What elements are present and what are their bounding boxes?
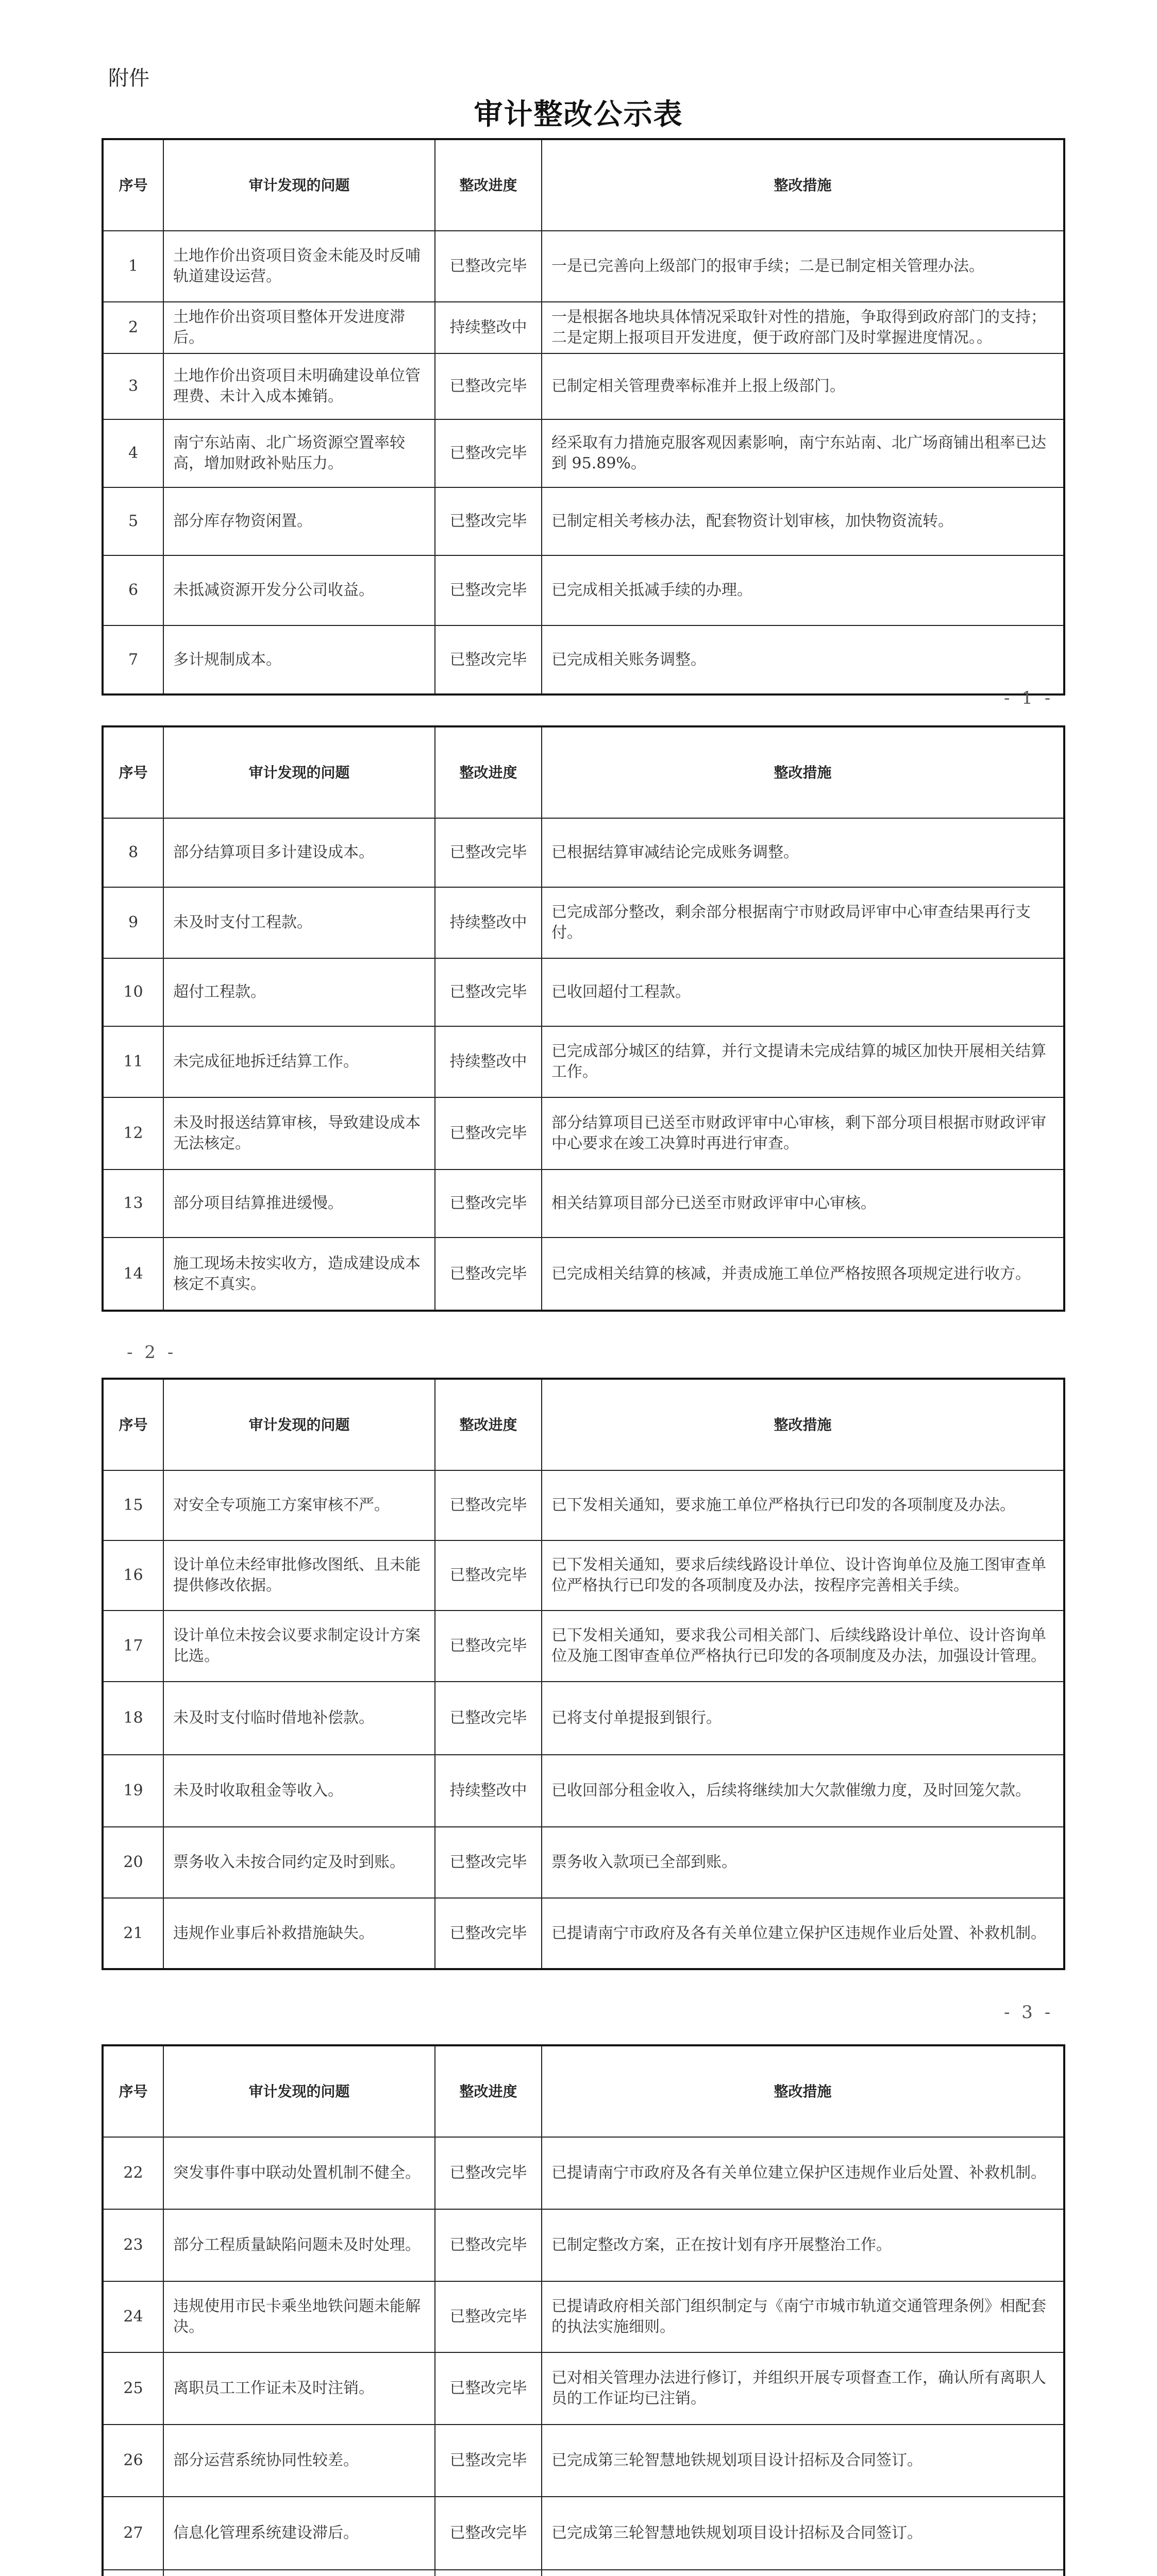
row-issue: 设计单位未经审批修改图纸、且未能提供修改依据。 xyxy=(163,1540,435,1611)
row-issue xyxy=(163,2570,435,2576)
row-measures: 已收回超付工程款。 xyxy=(542,958,1064,1026)
header-progress: 整改进度 xyxy=(435,2045,542,2137)
row-progress: 已整改完毕 xyxy=(435,1611,542,1682)
table-row xyxy=(103,2281,1064,2352)
row-progress: 已整改完毕 xyxy=(435,2425,542,2497)
row-measures: 已完成相关账务调整。 xyxy=(542,625,1064,694)
row-number: 6 xyxy=(103,555,163,625)
row-issue: 超付工程款。 xyxy=(163,958,435,1026)
audit-table-page-1 xyxy=(102,138,1065,696)
row-measures: 部分结算项目已送至市财政评审中心审核，剩下部分项目根据市财政评审中心要求在竣工决算时再进行审查。 xyxy=(542,1097,1064,1170)
header-measures: 整改措施 xyxy=(542,726,1064,818)
row-number: 12 xyxy=(103,1097,163,1170)
table-header-row xyxy=(103,2045,1064,2137)
row-issue: 部分工程质量缺陷问题未及时处理。 xyxy=(163,2209,435,2281)
row-issue: 对安全专项施工方案审核不严。 xyxy=(163,1470,435,1540)
row-number: 24 xyxy=(103,2281,163,2352)
row-measures: 已完成相关抵减手续的办理。 xyxy=(542,555,1064,625)
row-measures: 一是已完善向上级部门的报审手续；二是已制定相关管理办法。 xyxy=(542,231,1064,302)
row-progress: 已整改完毕 xyxy=(435,2497,542,2570)
table-row xyxy=(103,887,1064,958)
header-progress: 整改进度 xyxy=(435,726,542,818)
table-row xyxy=(103,302,1064,353)
row-measures: 已收回部分租金收入，后续将继续加大欠款催缴力度，及时回笼欠款。 xyxy=(542,1755,1064,1827)
row-issue: 多计规制成本。 xyxy=(163,625,435,694)
row-issue: 设计单位未按会议要求制定设计方案比选。 xyxy=(163,1611,435,1682)
table-header-row xyxy=(103,726,1064,818)
header-no: 序号 xyxy=(103,139,163,231)
table-row xyxy=(103,958,1064,1026)
row-measures: 已将支付单提报到银行。 xyxy=(542,1682,1064,1755)
table-row xyxy=(103,1097,1064,1170)
row-measures: 已提请政府相关部门组织制定与《南宁市城市轨道交通管理条例》相配套的执法实施细则。 xyxy=(542,2281,1064,2352)
row-number: 21 xyxy=(103,1898,163,1969)
table-row xyxy=(103,231,1064,302)
row-number: 3 xyxy=(103,353,163,419)
header-no: 序号 xyxy=(103,1379,163,1470)
row-issue: 未及时支付临时借地补偿款。 xyxy=(163,1682,435,1755)
table-row xyxy=(103,2497,1064,2570)
row-measures: 已制定整改方案，正在按计划有序开展整治工作。 xyxy=(542,2209,1064,2281)
header-issue: 审计发现的问题 xyxy=(163,726,435,818)
row-number: 14 xyxy=(103,1238,163,1311)
audit-table-page-2 xyxy=(102,725,1065,1312)
row-measures: 票务收入款项已全部到账。 xyxy=(542,1827,1064,1898)
row-measures: 已对相关管理办法进行修订，并组织开展专项督查工作，确认所有离职人员的工作证均已注销。 xyxy=(542,2352,1064,2425)
header-issue: 审计发现的问题 xyxy=(163,2045,435,2137)
table-row xyxy=(103,2570,1064,2576)
row-progress: 已整改完毕 xyxy=(435,1238,542,1311)
row-measures: 已完成相关结算的核减，并责成施工单位严格按照各项规定进行收方。 xyxy=(542,1238,1064,1311)
row-progress: 已整改完毕 xyxy=(435,419,542,487)
row-issue: 部分库存物资闲置。 xyxy=(163,487,435,555)
row-progress: 已整改完毕 xyxy=(435,1470,542,1540)
document-title: 审计整改公示表 xyxy=(474,98,683,131)
row-progress: 已整改完毕 xyxy=(435,1540,542,1611)
header-no: 序号 xyxy=(103,726,163,818)
header-measures: 整改措施 xyxy=(542,2045,1064,2137)
row-number: 11 xyxy=(103,1026,163,1097)
header-issue: 审计发现的问题 xyxy=(163,1379,435,1470)
row-number: 25 xyxy=(103,2352,163,2425)
row-progress: 已整改完毕 xyxy=(435,1898,542,1969)
row-progress: 已整改完毕 xyxy=(435,231,542,302)
row-number: 1 xyxy=(103,231,163,302)
row-number: 18 xyxy=(103,1682,163,1755)
row-progress: 已整改完毕 xyxy=(435,2281,542,2352)
row-issue: 未及时收取租金等收入。 xyxy=(163,1755,435,1827)
row-issue: 土地作价出资项目资金未能及时反哺轨道建设运营。 xyxy=(163,231,435,302)
row-measures: 已制定相关管理费率标准并上报上级部门。 xyxy=(542,353,1064,419)
row-number: 4 xyxy=(103,419,163,487)
row-issue: 土地作价出资项目整体开发进度滞后。 xyxy=(163,302,435,353)
header-progress: 整改进度 xyxy=(435,1379,542,1470)
row-number: 9 xyxy=(103,887,163,958)
table-row xyxy=(103,1470,1064,1540)
row-issue: 未抵减资源开发分公司收益。 xyxy=(163,555,435,625)
row-issue: 未及时报送结算审核，导致建设成本无法核定。 xyxy=(163,1097,435,1170)
table-row xyxy=(103,2137,1064,2209)
row-issue: 违规使用市民卡乘坐地铁问题未能解决。 xyxy=(163,2281,435,2352)
table-row xyxy=(103,1755,1064,1827)
row-issue: 部分项目结算推进缓慢。 xyxy=(163,1170,435,1238)
row-issue: 南宁东站南、北广场资源空置率较高，增加财政补贴压力。 xyxy=(163,419,435,487)
row-number: 27 xyxy=(103,2497,163,2570)
row-measures: 经采取有力措施克服客观因素影响，南宁东站南、北广场商铺出租率已达到 95.89%。 xyxy=(542,419,1064,487)
row-measures xyxy=(542,2570,1064,2576)
row-progress: 已整改完毕 xyxy=(435,1170,542,1238)
row-measures: 已完成第三轮智慧地铁规划项目设计招标及合同签订。 xyxy=(542,2497,1064,2570)
row-measures: 相关结算项目部分已送至市财政评审中心审核。 xyxy=(542,1170,1064,1238)
table-row xyxy=(103,2425,1064,2497)
row-number: 26 xyxy=(103,2425,163,2497)
row-number: 13 xyxy=(103,1170,163,1238)
row-measures: 已完成部分城区的结算，并行文提请未完成结算的城区加快开展相关结算工作。 xyxy=(542,1026,1064,1097)
row-number: 23 xyxy=(103,2209,163,2281)
row-number: 17 xyxy=(103,1611,163,1682)
row-progress: 已整改完毕 xyxy=(435,958,542,1026)
row-measures: 已制定相关考核办法，配套物资计划审核，加快物资流转。 xyxy=(542,487,1064,555)
table-row xyxy=(103,1682,1064,1755)
row-progress: 已整改完毕 xyxy=(435,818,542,887)
row-progress: 已整改完毕 xyxy=(435,2137,542,2209)
row-progress: 持续整改中 xyxy=(435,1755,542,1827)
row-measures: 已提请南宁市政府及各有关单位建立保护区违规作业后处置、补救机制。 xyxy=(542,1898,1064,1969)
row-number: 2 xyxy=(103,302,163,353)
row-measures: 已根据结算审减结论完成账务调整。 xyxy=(542,818,1064,887)
table-header-row xyxy=(103,139,1064,231)
table-row xyxy=(103,555,1064,625)
header-measures: 整改措施 xyxy=(542,1379,1064,1470)
row-progress: 已整改完毕 xyxy=(435,625,542,694)
row-progress xyxy=(435,2570,542,2576)
row-progress: 已整改完毕 xyxy=(435,2352,542,2425)
row-progress: 已整改完毕 xyxy=(435,487,542,555)
page-number: - 3 - xyxy=(1004,2002,1054,2023)
row-issue: 未完成征地拆迁结算工作。 xyxy=(163,1026,435,1097)
row-issue: 未及时支付工程款。 xyxy=(163,887,435,958)
row-measures: 已下发相关通知，要求施工单位严格执行已印发的各项制度及办法。 xyxy=(542,1470,1064,1540)
table-row xyxy=(103,1540,1064,1611)
table-row xyxy=(103,1898,1064,1969)
audit-table-page-4 xyxy=(102,2044,1065,2576)
table-row xyxy=(103,818,1064,887)
row-progress: 已整改完毕 xyxy=(435,353,542,419)
table-row xyxy=(103,1026,1064,1097)
row-progress: 持续整改中 xyxy=(435,302,542,353)
row-issue: 部分运营系统协同性较差。 xyxy=(163,2425,435,2497)
row-issue: 票务收入未按合同约定及时到账。 xyxy=(163,1827,435,1898)
row-number: 20 xyxy=(103,1827,163,1898)
row-number: 16 xyxy=(103,1540,163,1611)
header-no: 序号 xyxy=(103,2045,163,2137)
table-row xyxy=(103,1611,1064,1682)
row-issue: 离职员工工作证未及时注销。 xyxy=(163,2352,435,2425)
page-number: - 1 - xyxy=(1004,688,1054,708)
table-row xyxy=(103,1827,1064,1898)
header-issue: 审计发现的问题 xyxy=(163,139,435,231)
row-progress: 已整改完毕 xyxy=(435,1682,542,1755)
row-number xyxy=(103,2570,163,2576)
row-number: 10 xyxy=(103,958,163,1026)
attachment-label: 附件 xyxy=(108,66,149,90)
row-number: 22 xyxy=(103,2137,163,2209)
page-number: - 2 - xyxy=(127,1342,177,1363)
header-progress: 整改进度 xyxy=(435,139,542,231)
table-row xyxy=(103,625,1064,694)
row-issue: 部分结算项目多计建设成本。 xyxy=(163,818,435,887)
table-row xyxy=(103,353,1064,419)
row-measures: 已完成第三轮智慧地铁规划项目设计招标及合同签订。 xyxy=(542,2425,1064,2497)
row-measures: 已下发相关通知，要求后续线路设计单位、设计咨询单位及施工图审查单位严格执行已印发的各项制度及办法，按程序完善相关手续。 xyxy=(542,1540,1064,1611)
row-progress: 已整改完毕 xyxy=(435,1827,542,1898)
header-measures: 整改措施 xyxy=(542,139,1064,231)
row-progress: 已整改完毕 xyxy=(435,1097,542,1170)
table-row xyxy=(103,1170,1064,1238)
table-row xyxy=(103,487,1064,555)
table-header-row xyxy=(103,1379,1064,1470)
row-number: 15 xyxy=(103,1470,163,1540)
row-measures: 已提请南宁市政府及各有关单位建立保护区违规作业后处置、补救机制。 xyxy=(542,2137,1064,2209)
row-progress: 已整改完毕 xyxy=(435,555,542,625)
row-issue: 信息化管理系统建设滞后。 xyxy=(163,2497,435,2570)
row-number: 8 xyxy=(103,818,163,887)
row-measures: 已完成部分整改，剩余部分根据南宁市财政局评审中心审查结果再行支付。 xyxy=(542,887,1064,958)
row-number: 5 xyxy=(103,487,163,555)
table-row xyxy=(103,1238,1064,1311)
row-measures: 已下发相关通知，要求我公司相关部门、后续线路设计单位、设计咨询单位及施工图审查单位严格执行已印发的各项制度及办法，加强设计管理。 xyxy=(542,1611,1064,1682)
row-issue: 违规作业事后补救措施缺失。 xyxy=(163,1898,435,1969)
row-issue: 土地作价出资项目未明确建设单位管理费、未计入成本摊销。 xyxy=(163,353,435,419)
audit-table-page-3 xyxy=(102,1378,1065,1970)
row-issue: 突发事件事中联动处置机制不健全。 xyxy=(163,2137,435,2209)
table-row xyxy=(103,2352,1064,2425)
table-row xyxy=(103,2209,1064,2281)
row-measures: 一是根据各地块具体情况采取针对性的措施，争取得到政府部门的支持；二是定期上报项目开发进度，便于政府部门及时掌握进度情况。。 xyxy=(542,302,1064,353)
row-progress: 持续整改中 xyxy=(435,1026,542,1097)
row-progress: 已整改完毕 xyxy=(435,2209,542,2281)
row-number: 19 xyxy=(103,1755,163,1827)
row-progress: 持续整改中 xyxy=(435,887,542,958)
table-row xyxy=(103,419,1064,487)
row-issue: 施工现场未按实收方，造成建设成本核定不真实。 xyxy=(163,1238,435,1311)
row-number: 7 xyxy=(103,625,163,694)
